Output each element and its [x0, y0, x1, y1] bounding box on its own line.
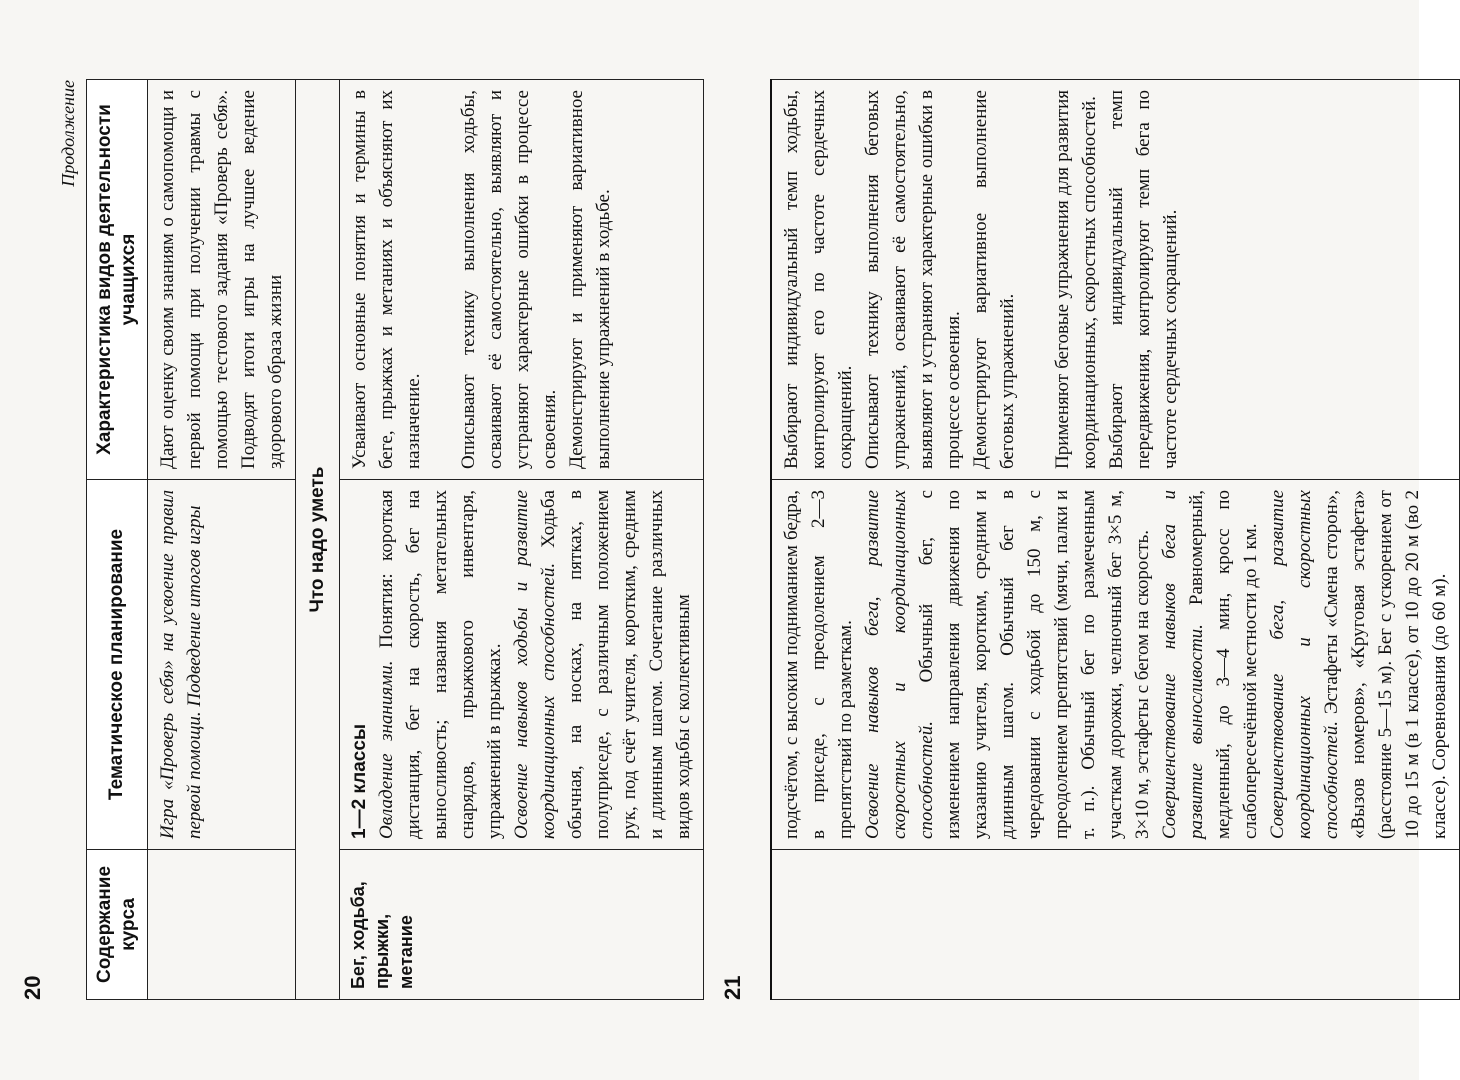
header-row	[87, 80, 148, 1000]
planning-text: Ходьба обычная, на носках, на пятках, в полуприседе, с различным положением рук, под счёт учителя, коротким, средним и длинным шагом. Сочетание различных видов ходьбы с коллективным	[538, 490, 694, 839]
planning-paragraph	[1156, 490, 1264, 839]
activity-paragraph: Описывают технику выполнения ходьбы, осваивают её самостоятельно, выявляют и устраняют характерные ошибки в процессе освоения.	[458, 90, 560, 469]
activity-cell: Дают оценку своим знаниям о самопомощи и первой помощи при получении травмы с помощью тестового задания «Проверь себя». Подводят итоги игры на лучшее ведение здорового образа жизни	[148, 80, 296, 480]
table-row	[340, 80, 704, 1000]
page-number-left: 20	[20, 975, 45, 1000]
planning-subheading: Освоение навыков бега, развитие скоростных и координационных способностей.	[862, 490, 937, 839]
planning-subheading: Освоение навыков ходьбы и развитие координационных способностей.	[511, 490, 559, 839]
activity-paragraph: Применяют беговые упражнения для развития координационных, скоростных способностей.	[1052, 90, 1100, 469]
left-table	[86, 79, 704, 1000]
course-cell	[148, 850, 296, 1000]
table-row	[148, 80, 296, 1000]
grade-heading: 1—2 классы	[349, 723, 370, 839]
left-page	[20, 80, 694, 1000]
planning-text: Равномерный, медленный, до 3—4 мин, кросс по слабопересечённой местности до 1 км.	[1186, 490, 1261, 839]
planning-subheading: Овладение знаниями.	[376, 660, 397, 839]
header-activity: Характеристика видов деятельности учащихся	[87, 80, 148, 480]
course-cell: Бег, ходьба, прыжки, метание	[340, 850, 704, 1000]
section-row	[296, 80, 340, 1000]
planning-cell	[771, 480, 1460, 850]
planning-paragraph	[859, 490, 1156, 839]
planning-text: Игра «Проверь себя» на усвоение правил первой помощи. Подведение итогов игры	[157, 490, 205, 839]
continuation-label: Продолжение	[58, 80, 78, 187]
activity-paragraph: Выбирают индивидуальный темп передвижения, контролируют темп бега по частоте сердечных сокращений.	[1106, 90, 1181, 469]
planning-subheading: Совершенствование навыков бега и развитие выносливости.	[1159, 490, 1207, 839]
planning-paragraph	[1264, 490, 1453, 839]
activity-paragraph: Выбирают индивидуальный темп ходьбы, контролируют его по частоте сердечных сокращений.	[781, 90, 856, 469]
section-heading: Что надо уметь	[296, 80, 340, 1000]
activity-paragraph: Усваивают основные понятия и термины в беге, прыжках и метаниях и объясняют их назначение.	[349, 90, 424, 469]
right-page	[720, 80, 1450, 1000]
course-cell	[771, 850, 1460, 1000]
activity-paragraph: Описывают технику выполнения беговых упражнений, осваивают её самостоятельно, выявляют и устраняют характерные ошибки в процессе освоения.	[862, 90, 964, 469]
planning-subheading: Совершенствование бега, развитие координационных и скоростных способностей.	[1267, 490, 1342, 839]
planning-cell	[340, 480, 704, 850]
header-course: Содержание курса	[87, 850, 148, 1000]
planning-text: Обычный бег, с изменением направления движения по указанию учителя, коротким, средним и длинным шагом. Обычный бег в чередовании с ходьбой до 150 м, с преодолением препятствий (мячи, палки и т. п.). Обычный бег по размеченным участкам дорожки, челночный бег 3×5 м, 3×10 м, эстафеты с бегом на скорость.	[916, 490, 1153, 839]
activity-cell	[340, 80, 704, 480]
header-planning: Тематическое планирование	[87, 480, 148, 850]
planning-text: Эстафеты «Смена сторон», «Вызов номеров», «Круговая эстафета» (расстояние 5—15 м). Бег с ускорением от 10 до 15 м (в 1 классе), от 10 до 20 м (во 2 классе). Соревнования (до 60 м).	[1321, 490, 1450, 839]
planning-paragraph	[373, 490, 508, 839]
activity-cell	[771, 80, 1460, 480]
planning-cell	[148, 480, 296, 850]
right-table	[770, 79, 1460, 1000]
planning-paragraph	[508, 490, 697, 839]
planning-text: Понятия: короткая дистанция, бег на скорость, бег на выносливость; названия метательных снарядов, прыжкового инвентаря, упражнений в прыжках.	[376, 490, 505, 839]
page-number-right: 21	[720, 975, 745, 1000]
planning-paragraph: подсчётом, с высоким подниманием бедра, в приседе, с преодолением 2—3 препятствий по разметкам.	[781, 490, 856, 839]
activity-paragraph: Демонстрируют и применяют вариативное выполнение упражнений в ходьбе.	[566, 90, 614, 469]
table-row	[771, 80, 1460, 1000]
activity-paragraph: Демонстрируют вариативное выполнение беговых упражнений.	[970, 90, 1018, 469]
